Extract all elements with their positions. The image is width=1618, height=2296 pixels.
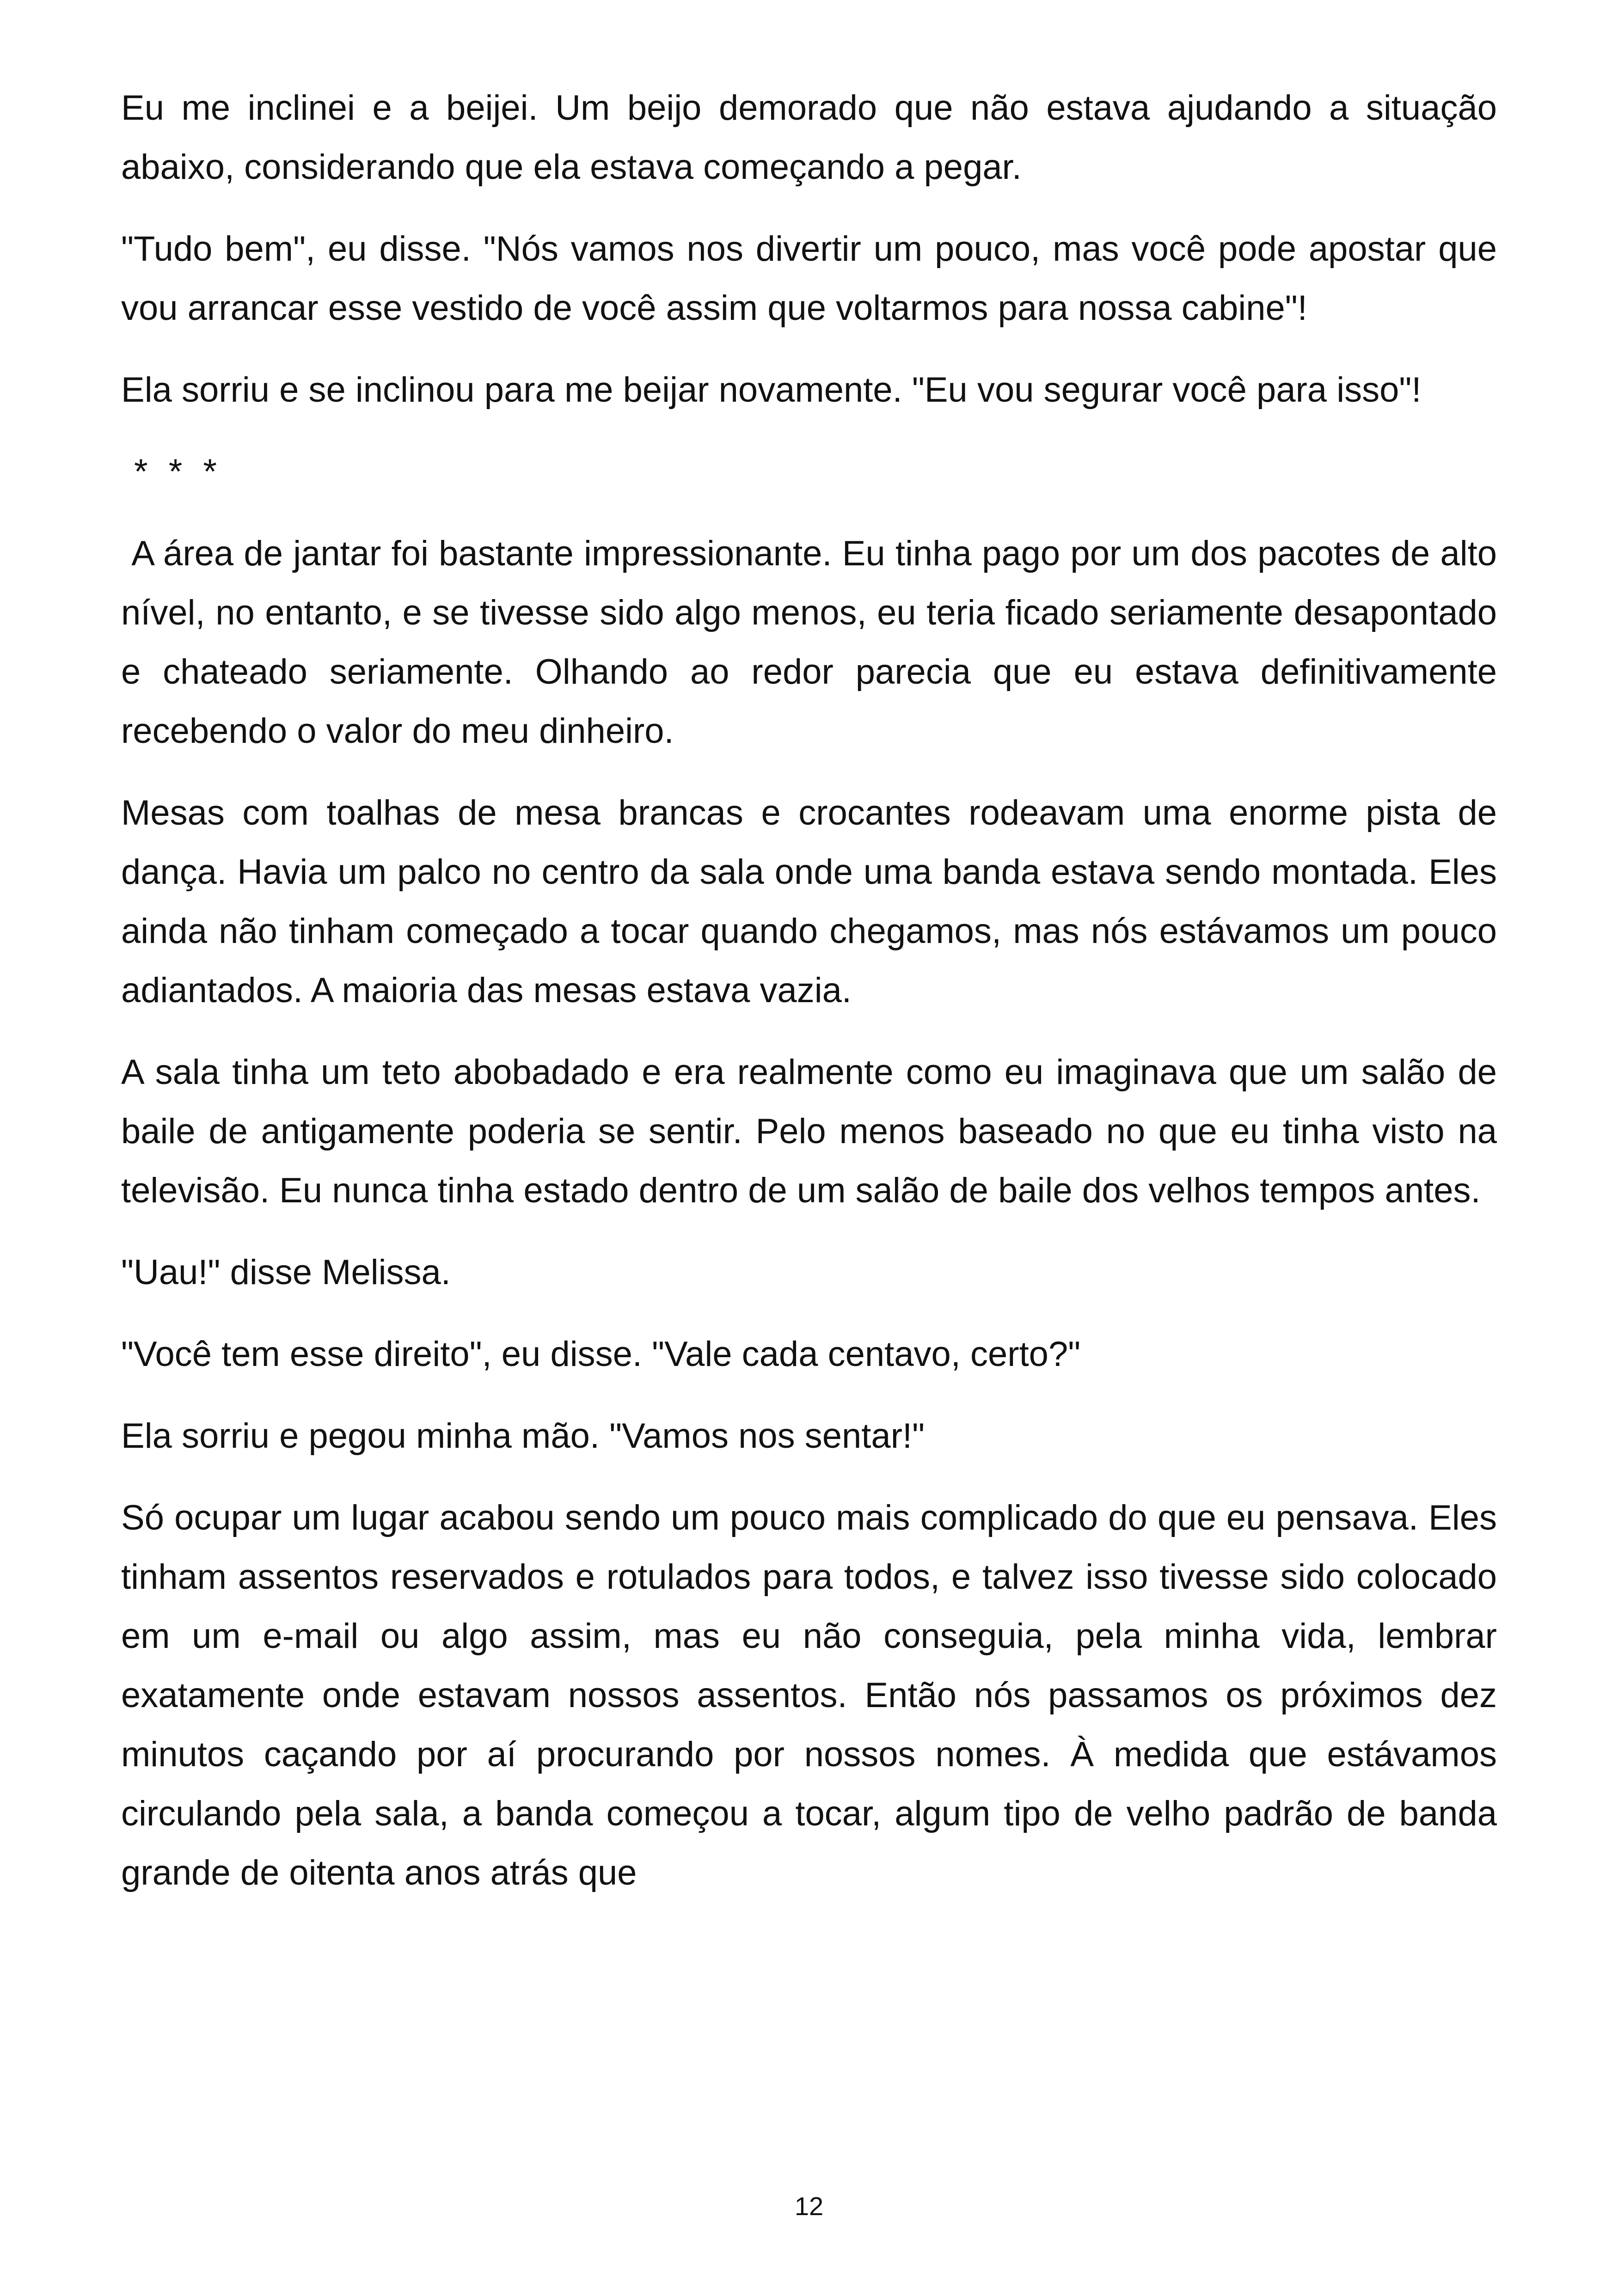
paragraph-seats: Só ocupar um lugar acabou sendo um pouco mais complicado do que eu pensava. Eles tinham assentos reservados e rotulados para todos, e talvez isso tivesse sido colocado em um e-mail ou algo assim, mas eu não conseguia, pela minha vida, lembrar exatamente onde estavam nossos assentos. Então nós passamos os próximos dez minutos caçando por aí procurando por nossos nomes. À medida que estávamos circulando pela sala, a banda começou a tocar, algum tipo de velho padrão de banda grande de oitenta anos atrás que: [121, 1498, 1497, 1892]
page-body: [121, 79, 1507, 1925]
paragraph-hold-you: Ela sorriu e se inclinou para me beijar novamente. "Eu vou segurar você para isso"!: [121, 370, 1422, 410]
paragraph-worth-it: "Você tem esse direito", eu disse. "Vale cada centavo, certo?": [121, 1335, 1081, 1374]
paragraph-uau: "Uau!" disse Melissa.: [121, 1253, 451, 1292]
paragraph-kiss: Eu me inclinei e a beijei. Um beijo demorado que não estava ajudando a situação abaixo, considerando que ela estava começando a pegar.: [121, 88, 1497, 187]
paragraph-dress: "Tudo bem", eu disse. "Nós vamos nos divertir um pouco, mas você pode apostar que vou arrancar esse vestido de você assim que voltarmos para nossa cabine"!: [121, 229, 1497, 328]
paragraph-tables: Mesas com toalhas de mesa brancas e crocantes rodeavam uma enorme pista de dança. Havia um palco no centro da sala onde uma banda estava sendo montada. Eles ainda não tinham começado a tocar quando chegamos, mas nós estávamos um pouco adiantados. A maioria das mesas estava vazia.: [121, 793, 1497, 1010]
paragraph-dining-area: A área de jantar foi bastante impressionante. Eu tinha pago por um dos pacotes de alto nível, no entanto, e se tivesse sido algo menos, eu teria ficado seriamente desapontado e chateado seriamente. Olhando ao redor parecia que eu estava definitivamente recebendo o valor do meu dinheiro.: [121, 534, 1507, 751]
paragraph-sit-down: Ela sorriu e pegou minha mão. "Vamos nos sentar!": [121, 1416, 925, 1456]
paragraph-ballroom: A sala tinha um teto abobadado e era realmente como eu imaginava que um salão de baile de antigamente poderia se sentir. Pelo menos baseado no que eu tinha visto na televisão. Eu nunca tinha estado dentro de um salão de baile dos velhos tempos antes.: [121, 1053, 1497, 1210]
scene-break: * * *: [134, 452, 222, 491]
page-number: 12: [794, 2192, 824, 2221]
